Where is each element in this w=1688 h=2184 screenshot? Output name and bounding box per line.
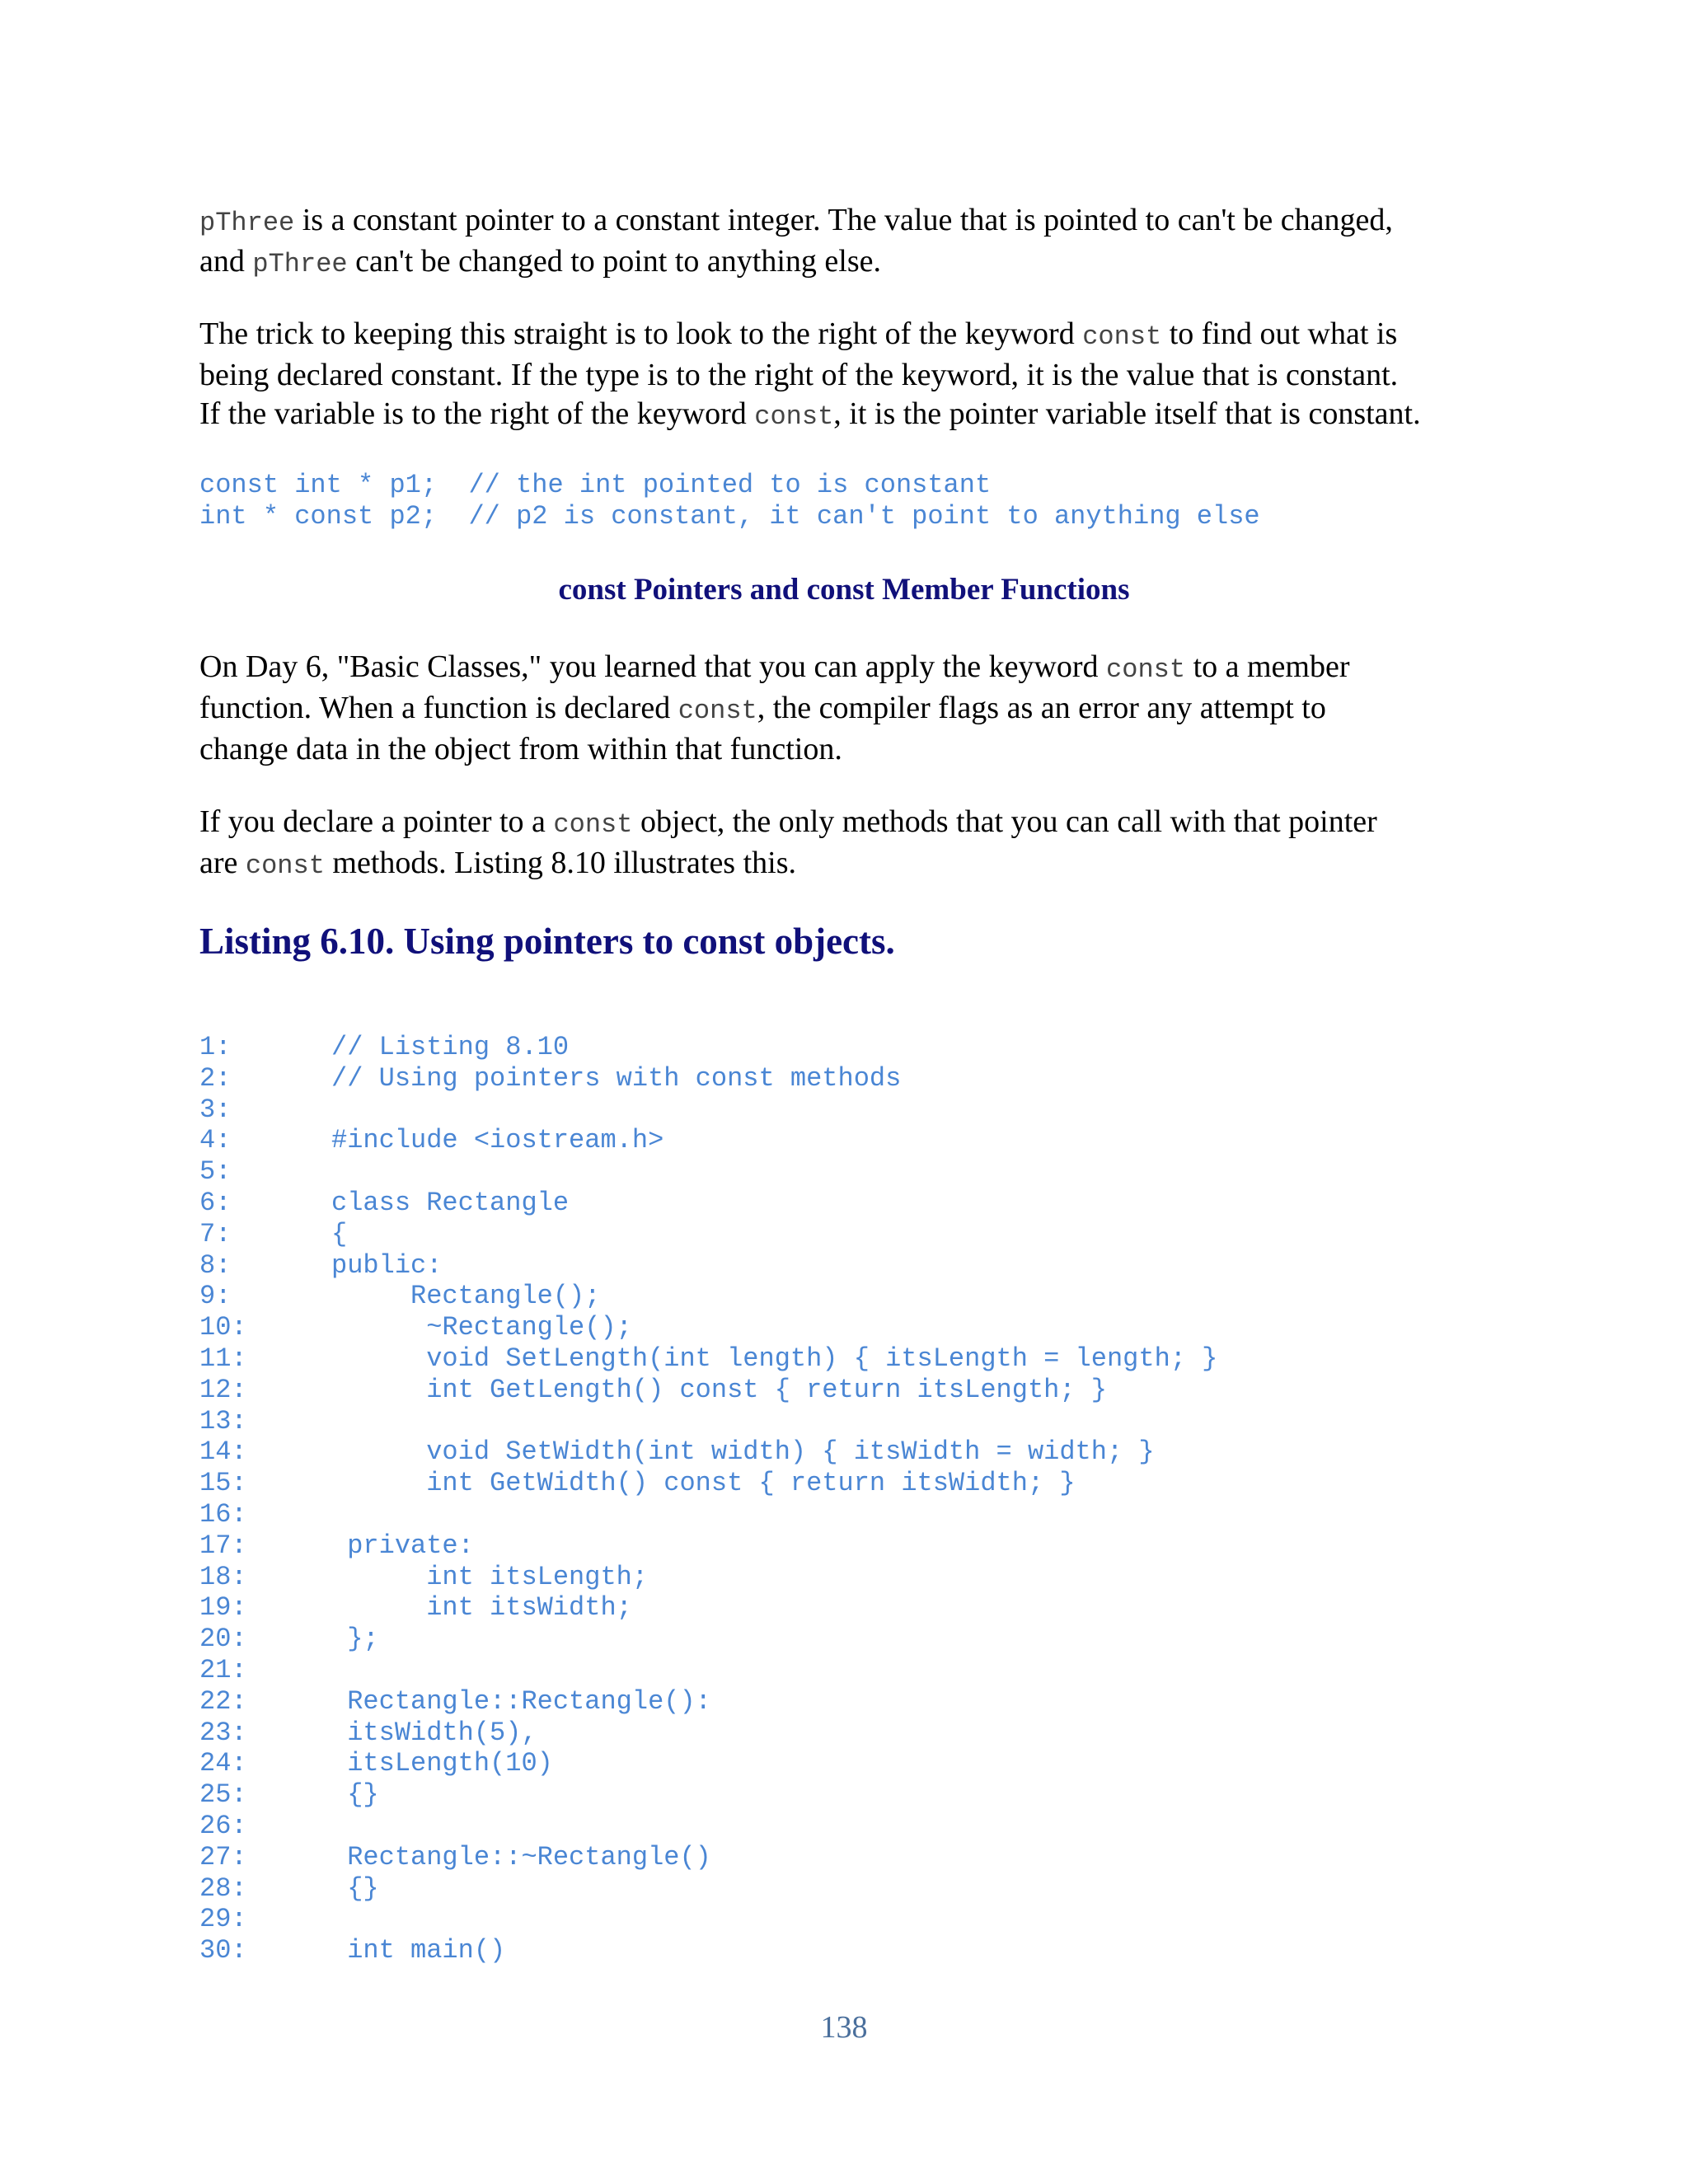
- listing-code-line: class Rectangle: [331, 1188, 570, 1218]
- listing-code-line: itsLength(10): [331, 1748, 553, 1779]
- listing-line-number: 12:: [199, 1375, 247, 1405]
- inline-code: pThree: [252, 249, 348, 279]
- listing-line-number: 25:: [199, 1779, 247, 1810]
- listing-line-number: 26:: [199, 1811, 247, 1841]
- inline-code: const: [245, 851, 325, 881]
- listing-line-number: 7:: [199, 1219, 232, 1249]
- listing-code-line: Rectangle();: [331, 1281, 601, 1311]
- paragraph-text: If you declare a pointer to a: [199, 804, 554, 839]
- listing-line-number: 20:: [199, 1624, 247, 1654]
- listing-line-number: 22:: [199, 1686, 247, 1717]
- paragraph-text: , the compiler flags as an error any attempt to: [757, 691, 1326, 725]
- listing-code-line: int GetWidth() const { return itsWidth; }: [331, 1468, 1076, 1498]
- paragraph-text: , it is the pointer variable itself that is constant.: [833, 396, 1421, 431]
- listing-line-number: 6:: [199, 1188, 232, 1218]
- inline-code: pThree: [199, 208, 295, 238]
- paragraph-text: methods. Listing 8.10 illustrates this.: [324, 846, 797, 880]
- listing-code-line: int GetLength() const { return itsLength; }: [331, 1375, 1107, 1405]
- section-heading: const Pointers and const Member Functions: [558, 573, 1130, 607]
- listing-line-number: 16:: [199, 1499, 247, 1530]
- listing-code-line: void SetLength(int length) { itsLength = length; }: [331, 1343, 1218, 1374]
- listing-line-number: 29:: [199, 1904, 247, 1934]
- paragraph-text: can't be changed to point to anything else.: [347, 244, 881, 279]
- listing-line-number: 21:: [199, 1655, 247, 1685]
- listing-code-line: void SetWidth(int width) { itsWidth = width; }: [331, 1436, 1155, 1467]
- listing-line-number: 10:: [199, 1312, 247, 1343]
- paragraph-text: On Day 6, "Basic Classes," you learned that you can apply the keyword: [199, 649, 1107, 684]
- listing-code-line: {}: [331, 1873, 379, 1904]
- listing-code-line: // Using pointers with const methods: [331, 1063, 902, 1094]
- listing-line-number: 27:: [199, 1842, 247, 1872]
- listing-line-number: 5:: [199, 1156, 232, 1187]
- listing-line-number: 23:: [199, 1718, 247, 1748]
- inline-code: const: [678, 696, 757, 726]
- listing-code-line: int itsLength;: [331, 1562, 649, 1592]
- listing-code-line: private:: [331, 1530, 474, 1561]
- listing-line-number: 9:: [199, 1281, 232, 1311]
- paragraph-text: The trick to keeping this straight is to look to the right of the keyword: [199, 316, 1083, 351]
- listing-title: Listing 6.10. Using pointers to const objects.: [199, 921, 895, 962]
- listing-code-line: Rectangle::Rectangle():: [331, 1686, 711, 1717]
- inline-code: const: [754, 401, 834, 432]
- listing-code-line: #include <iostream.h>: [331, 1125, 664, 1155]
- code-snippet-line: int * const p2; // p2 is constant, it can't point to anything else: [199, 501, 1260, 532]
- paragraph-text: object, the only methods that you can call with that pointer: [632, 804, 1377, 839]
- code-snippet-line: const int * p1; // the int pointed to is constant: [199, 470, 992, 500]
- page-number: 138: [820, 2010, 868, 2045]
- listing-line-number: 1:: [199, 1032, 232, 1062]
- paragraph-text: being declared constant. If the type is to the right of the keyword, it is the value that is constant.: [199, 358, 1399, 392]
- listing-code-line: {: [331, 1219, 348, 1249]
- paragraph-trick: [199, 315, 1518, 436]
- paragraph-day6: [199, 648, 1518, 769]
- paragraph-text: and: [199, 244, 253, 279]
- listing-line-number: 19:: [199, 1592, 247, 1623]
- listing-code-line: {}: [331, 1779, 379, 1810]
- paragraph-text: to a member: [1185, 649, 1350, 684]
- paragraph-text: If the variable is to the right of the keyword: [199, 396, 755, 431]
- paragraph-text: is a constant pointer to a constant integer. The value that is pointed to can't be changed,: [294, 203, 1393, 237]
- listing-line-number: 18:: [199, 1562, 247, 1592]
- paragraph-text: are: [199, 846, 246, 880]
- listing-line-number: 8:: [199, 1250, 232, 1281]
- listing-line-number: 30:: [199, 1935, 247, 1966]
- paragraph-text: to find out what is: [1161, 316, 1398, 351]
- listing-line-number: 13:: [199, 1406, 247, 1436]
- listing-line-number: 2:: [199, 1063, 232, 1094]
- paragraph-text: change data in the object from within that function.: [199, 732, 842, 766]
- inline-code: const: [1082, 321, 1162, 352]
- listing-line-number: 3:: [199, 1094, 232, 1125]
- listing-line-number: 17:: [199, 1530, 247, 1561]
- listing-code-line: int itsWidth;: [331, 1592, 632, 1623]
- paragraph-pthree: [199, 201, 1518, 284]
- paragraph-const-object: [199, 803, 1518, 885]
- inline-code: const: [553, 809, 633, 840]
- inline-code: const: [1106, 654, 1186, 685]
- listing-line-number: 11:: [199, 1343, 247, 1374]
- listing-code-line: itsWidth(5),: [331, 1718, 537, 1748]
- paragraph-text: function. When a function is declared: [199, 691, 678, 725]
- listing-line-number: 15:: [199, 1468, 247, 1498]
- listing-line-number: 24:: [199, 1748, 247, 1779]
- listing-line-number: 4:: [199, 1125, 232, 1155]
- listing-code-line: };: [331, 1624, 379, 1654]
- listing-code-line: // Listing 8.10: [331, 1032, 570, 1062]
- listing-code-line: Rectangle::~Rectangle(): [331, 1842, 711, 1872]
- listing-code-line: ~Rectangle();: [331, 1312, 632, 1343]
- listing-code-line: int main(): [331, 1935, 506, 1966]
- listing-code-line: public:: [331, 1250, 443, 1281]
- listing-line-number: 28:: [199, 1873, 247, 1904]
- listing-line-number: 14:: [199, 1436, 247, 1467]
